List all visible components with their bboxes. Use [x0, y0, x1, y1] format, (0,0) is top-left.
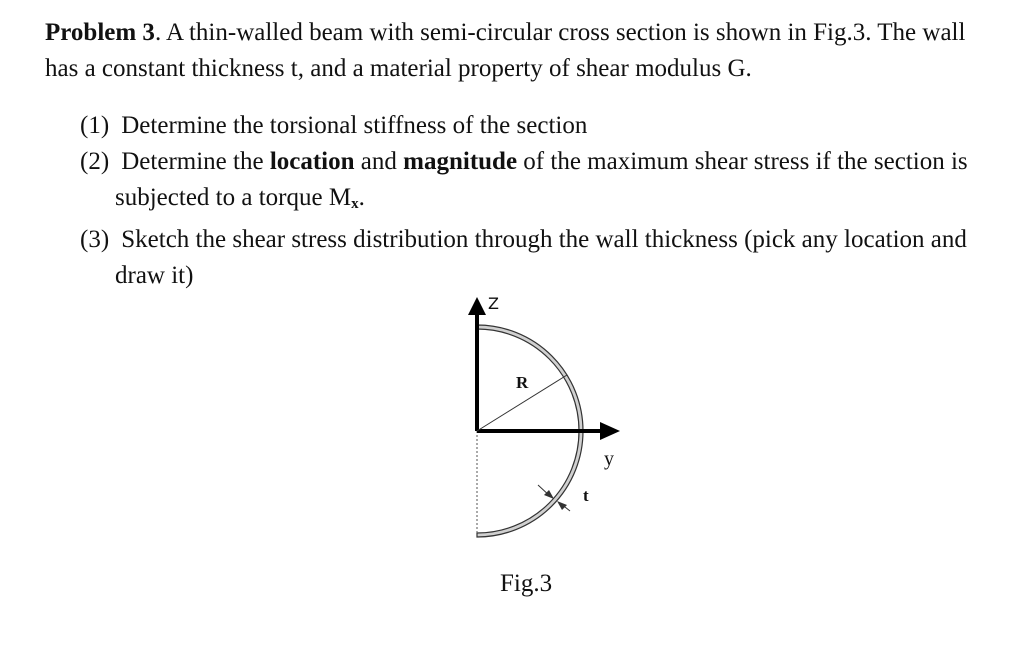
- task-number: (1): [80, 112, 110, 139]
- torque-subscript: x: [351, 196, 359, 212]
- problem-intro-text: . A thin-walled beam with semi-circular cross section is shown in Fig.3. The wall has a constant thickness t, and a material property of shear modulus G.: [45, 19, 966, 82]
- task-number: (3): [80, 226, 110, 253]
- task-keyword-location: location: [269, 148, 355, 175]
- figure-caption: Fig.3: [500, 570, 553, 597]
- y-axis-label: y: [604, 448, 614, 470]
- y-axis-arrowhead: [600, 422, 620, 440]
- radius-label: R: [516, 373, 529, 392]
- task-text-mid: and: [354, 148, 404, 175]
- z-axis-label: Z: [488, 294, 499, 313]
- thickness-arrowhead-out: [557, 501, 567, 510]
- task-number: (2): [80, 148, 110, 175]
- thickness-label: t: [583, 486, 589, 505]
- problem-statement: [45, 15, 1005, 87]
- task-text-post: of the maximum shear stress if the section is subjected to a torque M: [115, 148, 968, 211]
- task-item-2: [80, 144, 980, 222]
- task-text: Sketch the shear stress distribution through the wall thickness (pick any location and draw it): [115, 226, 967, 289]
- task-text-end: .: [358, 184, 365, 211]
- problem-label: Problem 3: [45, 19, 155, 46]
- task-item-3: [80, 222, 980, 294]
- task-item-1: [80, 108, 980, 144]
- z-axis-arrowhead: [468, 297, 486, 315]
- task-text-pre: Determine the: [121, 148, 270, 175]
- task-text: Determine the torsional stiffness of the section: [121, 112, 588, 139]
- task-keyword-magnitude: magnitude: [403, 148, 518, 175]
- cross-section-figure: [430, 285, 650, 555]
- task-list: [80, 108, 980, 294]
